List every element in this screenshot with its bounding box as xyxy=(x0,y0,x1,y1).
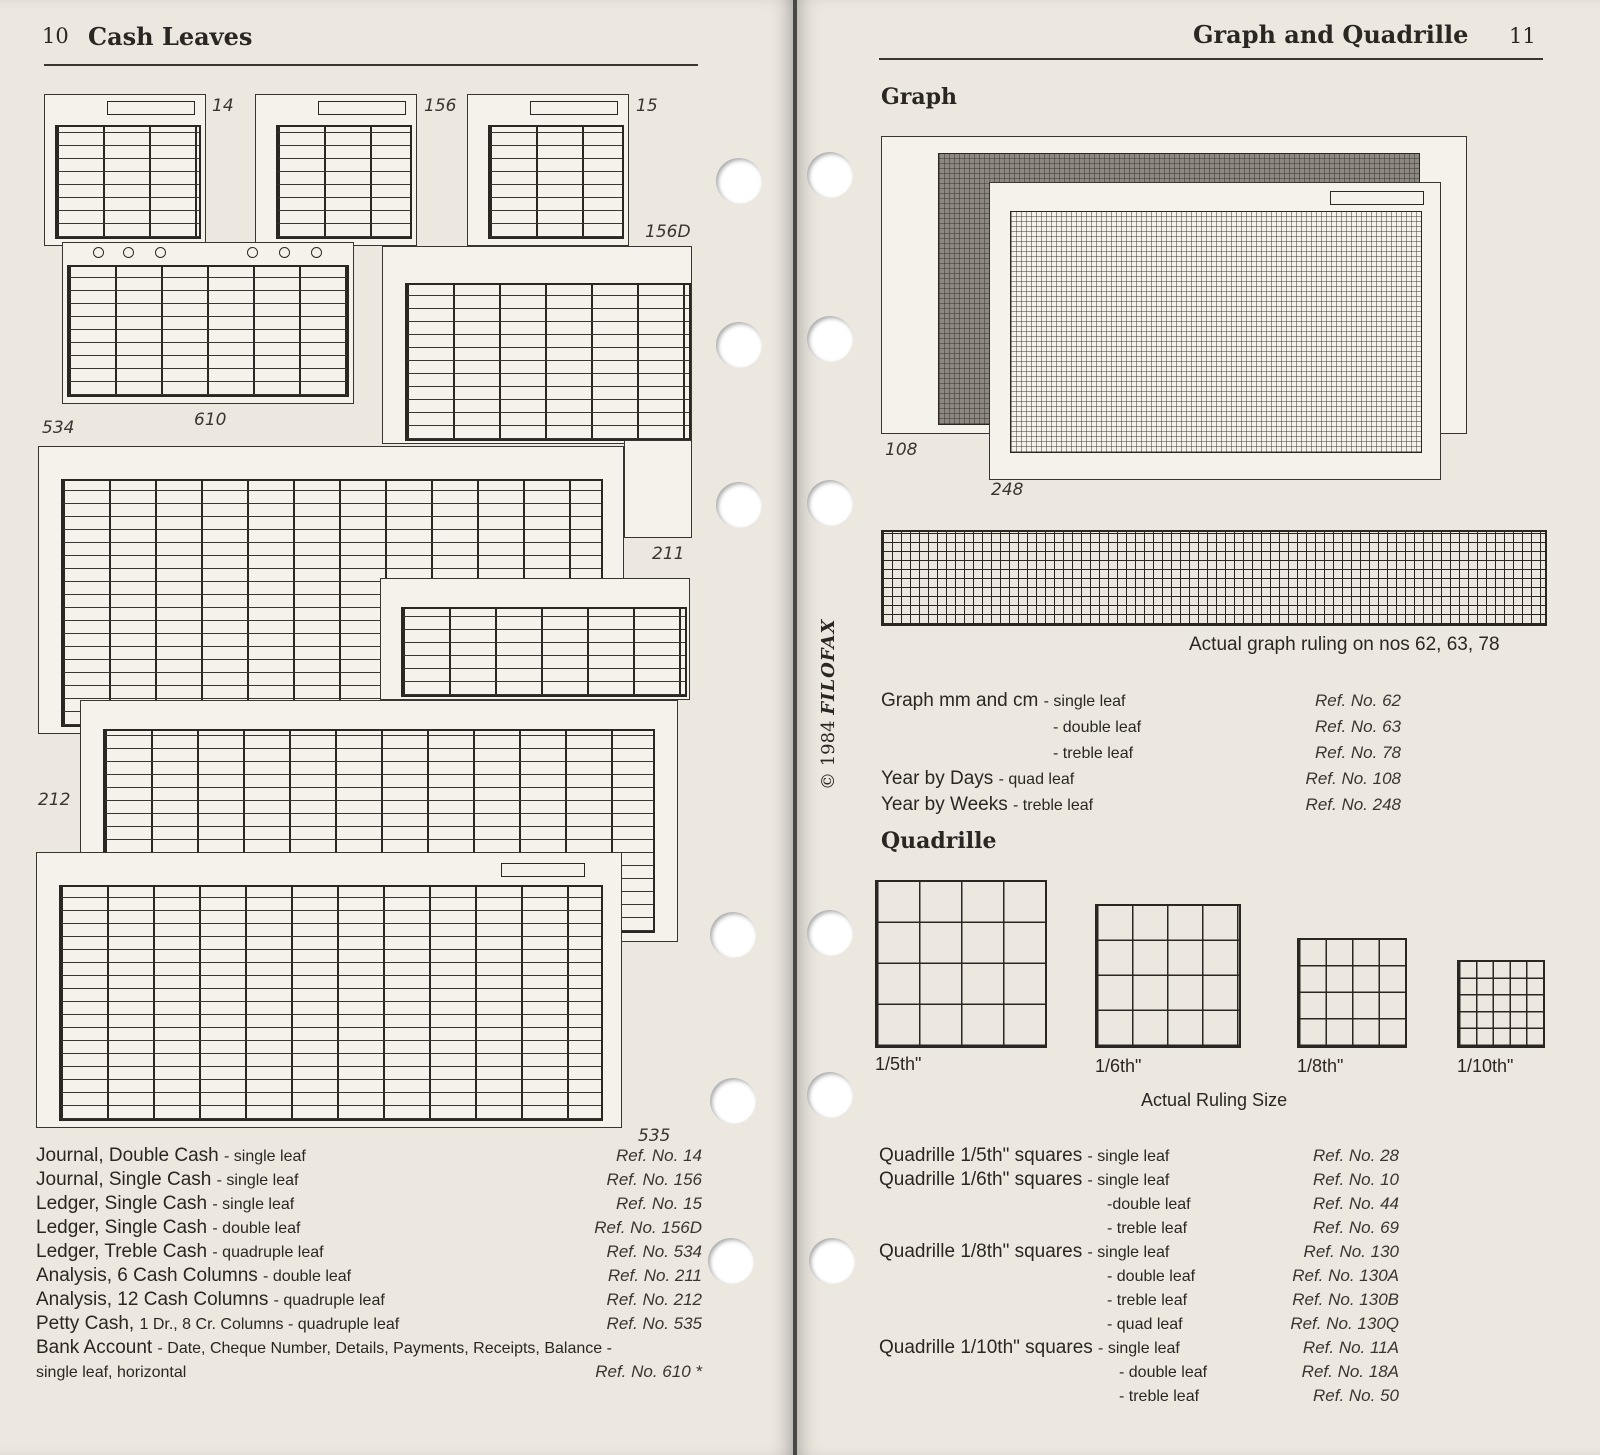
binder-hole xyxy=(708,1238,754,1284)
list-item xyxy=(879,1384,1399,1408)
list-item xyxy=(36,1360,702,1384)
leaf-title-box xyxy=(501,863,585,877)
leaf-ruling xyxy=(401,607,687,697)
leaf-ref-label: 248 xyxy=(991,480,1024,500)
entry-detail: - double leaf xyxy=(263,1268,352,1285)
entry-ref: Ref. No. 130Q xyxy=(1290,1314,1399,1333)
punch-hole xyxy=(123,247,134,258)
quadrille-sample-sixth xyxy=(1095,904,1241,1048)
right-header-rule xyxy=(879,58,1543,60)
list-item xyxy=(879,1144,1399,1168)
entry-name: Journal, Double Cash xyxy=(36,1145,219,1166)
binder-hole xyxy=(716,322,762,368)
entry-ref: Ref. No. 15 xyxy=(616,1194,702,1213)
right-page-title: Graph and Quadrille xyxy=(1193,20,1469,49)
leaf-title-box xyxy=(1330,191,1424,205)
quadrille-sample-tenth xyxy=(1457,960,1545,1048)
left-page-title: Cash Leaves xyxy=(88,22,253,51)
list-item xyxy=(36,1216,702,1240)
entry-detail: - single leaf xyxy=(1043,693,1126,710)
ruling-size-caption: Actual Ruling Size xyxy=(1141,1090,1288,1110)
entry-detail: - quadruple leaf xyxy=(212,1244,324,1261)
leaf-211-edge xyxy=(624,440,692,538)
leaf-ref-label: 212 xyxy=(38,790,71,810)
list-item xyxy=(879,1312,1399,1336)
quadrille-size-label: 1/10th" xyxy=(1457,1056,1514,1076)
binder-hole xyxy=(807,480,853,526)
graph-heading: Graph xyxy=(881,84,958,110)
entry-name: Analysis, 12 Cash Columns xyxy=(36,1289,269,1310)
leaf-ref-label: 14 xyxy=(212,96,234,116)
list-item xyxy=(879,1360,1399,1384)
right-page xyxy=(797,0,1600,1455)
entry-detail: single leaf, horizontal xyxy=(36,1364,187,1381)
quadrille-size-label: 1/8th" xyxy=(1297,1056,1344,1076)
leaf-ref-label: 610 xyxy=(194,410,227,430)
left-page xyxy=(0,0,793,1455)
entry-ref: Ref. No. 211 xyxy=(607,1266,702,1285)
leaf-ruling xyxy=(67,265,349,397)
entry-name: Ledger, Single Cash xyxy=(36,1217,208,1238)
entry-name: Quadrille 1/5th" squares xyxy=(879,1145,1083,1166)
entry-ref: Ref. No. 28 xyxy=(1313,1146,1399,1165)
leaf-title-box xyxy=(530,101,618,115)
entry-detail: - treble leaf xyxy=(1119,1388,1200,1405)
entry-ref: Ref. No. 44 xyxy=(1313,1194,1399,1213)
entry-ref: Ref. No. 248 xyxy=(1305,795,1401,814)
binder-hole xyxy=(716,482,762,528)
leaf-ref-label: 211 xyxy=(652,544,685,564)
entry-ref: Ref. No. 534 xyxy=(606,1242,702,1261)
leaf-535 xyxy=(36,852,622,1128)
entry-detail: - quad leaf xyxy=(998,771,1075,788)
entry-ref: Ref. No. 610 * xyxy=(595,1362,702,1381)
leaf-15 xyxy=(467,94,629,246)
entry-ref: Ref. No. 78 xyxy=(1315,743,1401,762)
binder-hole xyxy=(807,1072,853,1118)
list-item xyxy=(36,1240,702,1264)
entry-detail: - treble leaf xyxy=(1013,797,1094,814)
quadrille-size-label: 1/5th" xyxy=(875,1054,922,1074)
quadrille-size-label: 1/6th" xyxy=(1095,1056,1142,1076)
entry-detail: - double leaf xyxy=(1119,1364,1208,1381)
entry-ref: Ref. No. 62 xyxy=(1315,691,1401,710)
quadrille-entries-list xyxy=(879,1144,1399,1408)
entry-name: Quadrille 1/8th" squares xyxy=(879,1241,1083,1262)
list-item xyxy=(36,1312,702,1336)
punch-hole xyxy=(155,247,166,258)
entry-name: Petty Cash, xyxy=(36,1313,135,1334)
leaf-156 xyxy=(255,94,417,246)
left-entries-list xyxy=(36,1144,702,1384)
list-item xyxy=(36,1288,702,1312)
entry-detail: - single leaf xyxy=(224,1148,306,1165)
list-item xyxy=(879,1240,1399,1264)
entry-name: Year by Days xyxy=(881,768,994,789)
entry-ref: Ref. No. 130B xyxy=(1292,1290,1399,1309)
binder-hole xyxy=(710,912,756,958)
leaf-ref-label: 535 xyxy=(638,1126,671,1146)
graph-ruling-sample xyxy=(881,530,1547,626)
entry-ref: Ref. No. 69 xyxy=(1313,1218,1399,1237)
brand-logo: FILOFAX xyxy=(818,618,839,715)
leaf-ref-label: 534 xyxy=(42,418,75,438)
entry-ref: Ref. No. 63 xyxy=(1315,717,1401,736)
list-item xyxy=(36,1144,702,1168)
entry-ref: Ref. No. 50 xyxy=(1313,1386,1399,1405)
entry-ref: Ref. No. 535 xyxy=(606,1314,702,1333)
list-item xyxy=(881,766,1401,792)
entry-name: Graph mm and cm xyxy=(881,690,1039,711)
binder-hole xyxy=(716,158,762,204)
leaf-14 xyxy=(44,94,206,246)
leaf-ref-label: 156 xyxy=(424,96,457,116)
copyright-notice xyxy=(818,619,839,790)
binder-hole xyxy=(710,1078,756,1124)
list-item xyxy=(879,1192,1399,1216)
entry-detail: - double leaf xyxy=(1107,1268,1196,1285)
list-item xyxy=(879,1264,1399,1288)
entry-ref: Ref. No. 156 xyxy=(606,1170,702,1189)
quadrille-sample-fifth xyxy=(875,880,1047,1048)
binder-hole xyxy=(807,316,853,362)
entry-detail: - single leaf xyxy=(1087,1172,1170,1189)
list-item xyxy=(879,1216,1399,1240)
punch-hole xyxy=(93,247,104,258)
entry-ref: Ref. No. 130 xyxy=(1303,1242,1399,1261)
entry-ref: Ref. No. 11A xyxy=(1302,1338,1399,1357)
left-page-number: 10 xyxy=(42,24,69,48)
punch-hole xyxy=(279,247,290,258)
list-item xyxy=(36,1336,702,1360)
entry-detail: - single leaf xyxy=(1098,1340,1180,1357)
leaf-ref-label: 156D xyxy=(645,222,691,242)
list-item xyxy=(36,1264,702,1288)
list-item xyxy=(881,792,1401,818)
entry-ref: Ref. No. 212 xyxy=(606,1290,702,1309)
entry-name: Bank Account xyxy=(36,1337,153,1358)
entry-detail: - treble leaf xyxy=(1053,745,1134,762)
entry-ref: Ref. No. 10 xyxy=(1313,1170,1399,1189)
leaf-title-box xyxy=(107,101,195,115)
entry-ref: Ref. No. 156D xyxy=(594,1218,702,1237)
binder-hole xyxy=(807,910,853,956)
entry-name: Year by Weeks xyxy=(881,794,1008,815)
entry-ref: Ref. No. 14 xyxy=(616,1146,702,1165)
punch-hole xyxy=(247,247,258,258)
entry-detail: - double leaf xyxy=(212,1220,301,1237)
entry-detail: - treble leaf xyxy=(1107,1220,1188,1237)
list-item xyxy=(879,1288,1399,1312)
entry-detail: - single leaf xyxy=(1087,1148,1170,1165)
entry-detail: 1 Dr., 8 Cr. Columns - quadruple leaf xyxy=(139,1316,400,1333)
binder-hole xyxy=(807,152,853,198)
entry-detail: - single leaf xyxy=(212,1196,295,1213)
right-page-number: 11 xyxy=(1509,24,1536,48)
leaf-156D xyxy=(382,246,692,444)
list-item xyxy=(36,1168,702,1192)
graph-entries-list xyxy=(881,688,1401,818)
entry-name: Journal, Single Cash xyxy=(36,1169,212,1190)
quadrille-heading: Quadrille xyxy=(881,828,997,854)
list-item xyxy=(36,1192,702,1216)
graph-ruling-caption: Actual graph ruling on nos 62, 63, 78 xyxy=(1189,634,1500,655)
leaf-ref-label: 108 xyxy=(885,440,918,460)
quadrille-sample-eighth xyxy=(1297,938,1407,1048)
entry-detail: - single leaf xyxy=(216,1172,299,1189)
entry-detail: - quadruple leaf xyxy=(273,1292,385,1309)
copyright-year: © 1984 xyxy=(818,720,839,790)
list-item xyxy=(881,714,1401,740)
leaf-ruling xyxy=(55,125,201,239)
leaf-ref-label: 15 xyxy=(636,96,658,116)
leaf-610 xyxy=(62,242,354,404)
leaf-248 xyxy=(989,182,1441,480)
entry-name: Ledger, Single Cash xyxy=(36,1193,208,1214)
leaf-title-box xyxy=(318,101,406,115)
entry-detail: - Date, Cheque Number, Details, Payments, Receipts, Balance - xyxy=(157,1340,612,1357)
entry-ref: Ref. No. 130A xyxy=(1292,1266,1399,1285)
list-item xyxy=(881,740,1401,766)
leaf-ruling xyxy=(59,885,603,1121)
entry-name: Analysis, 6 Cash Columns xyxy=(36,1265,258,1286)
leaf-ruling xyxy=(1010,211,1422,453)
entry-detail: - quad leaf xyxy=(1107,1316,1183,1333)
punch-hole xyxy=(311,247,322,258)
entry-detail: - single leaf xyxy=(1087,1244,1170,1261)
entry-detail: - double leaf xyxy=(1053,719,1142,736)
leaf-ruling xyxy=(405,283,691,441)
entry-name: Ledger, Treble Cash xyxy=(36,1241,208,1262)
leaf-ruling xyxy=(276,125,412,239)
list-item xyxy=(879,1336,1399,1360)
entry-ref: Ref. No. 108 xyxy=(1305,769,1401,788)
list-item xyxy=(879,1168,1399,1192)
leaf-ruling xyxy=(488,125,624,239)
entry-ref: Ref. No. 18A xyxy=(1301,1362,1399,1381)
entry-name: Quadrille 1/10th" squares xyxy=(879,1337,1093,1358)
entry-detail: - treble leaf xyxy=(1107,1292,1188,1309)
list-item xyxy=(881,688,1401,714)
left-header-rule xyxy=(44,64,698,66)
entry-detail: -double leaf xyxy=(1107,1196,1191,1213)
entry-name: Quadrille 1/6th" squares xyxy=(879,1169,1083,1190)
leaf-211 xyxy=(380,578,690,700)
binder-hole xyxy=(809,1238,855,1284)
